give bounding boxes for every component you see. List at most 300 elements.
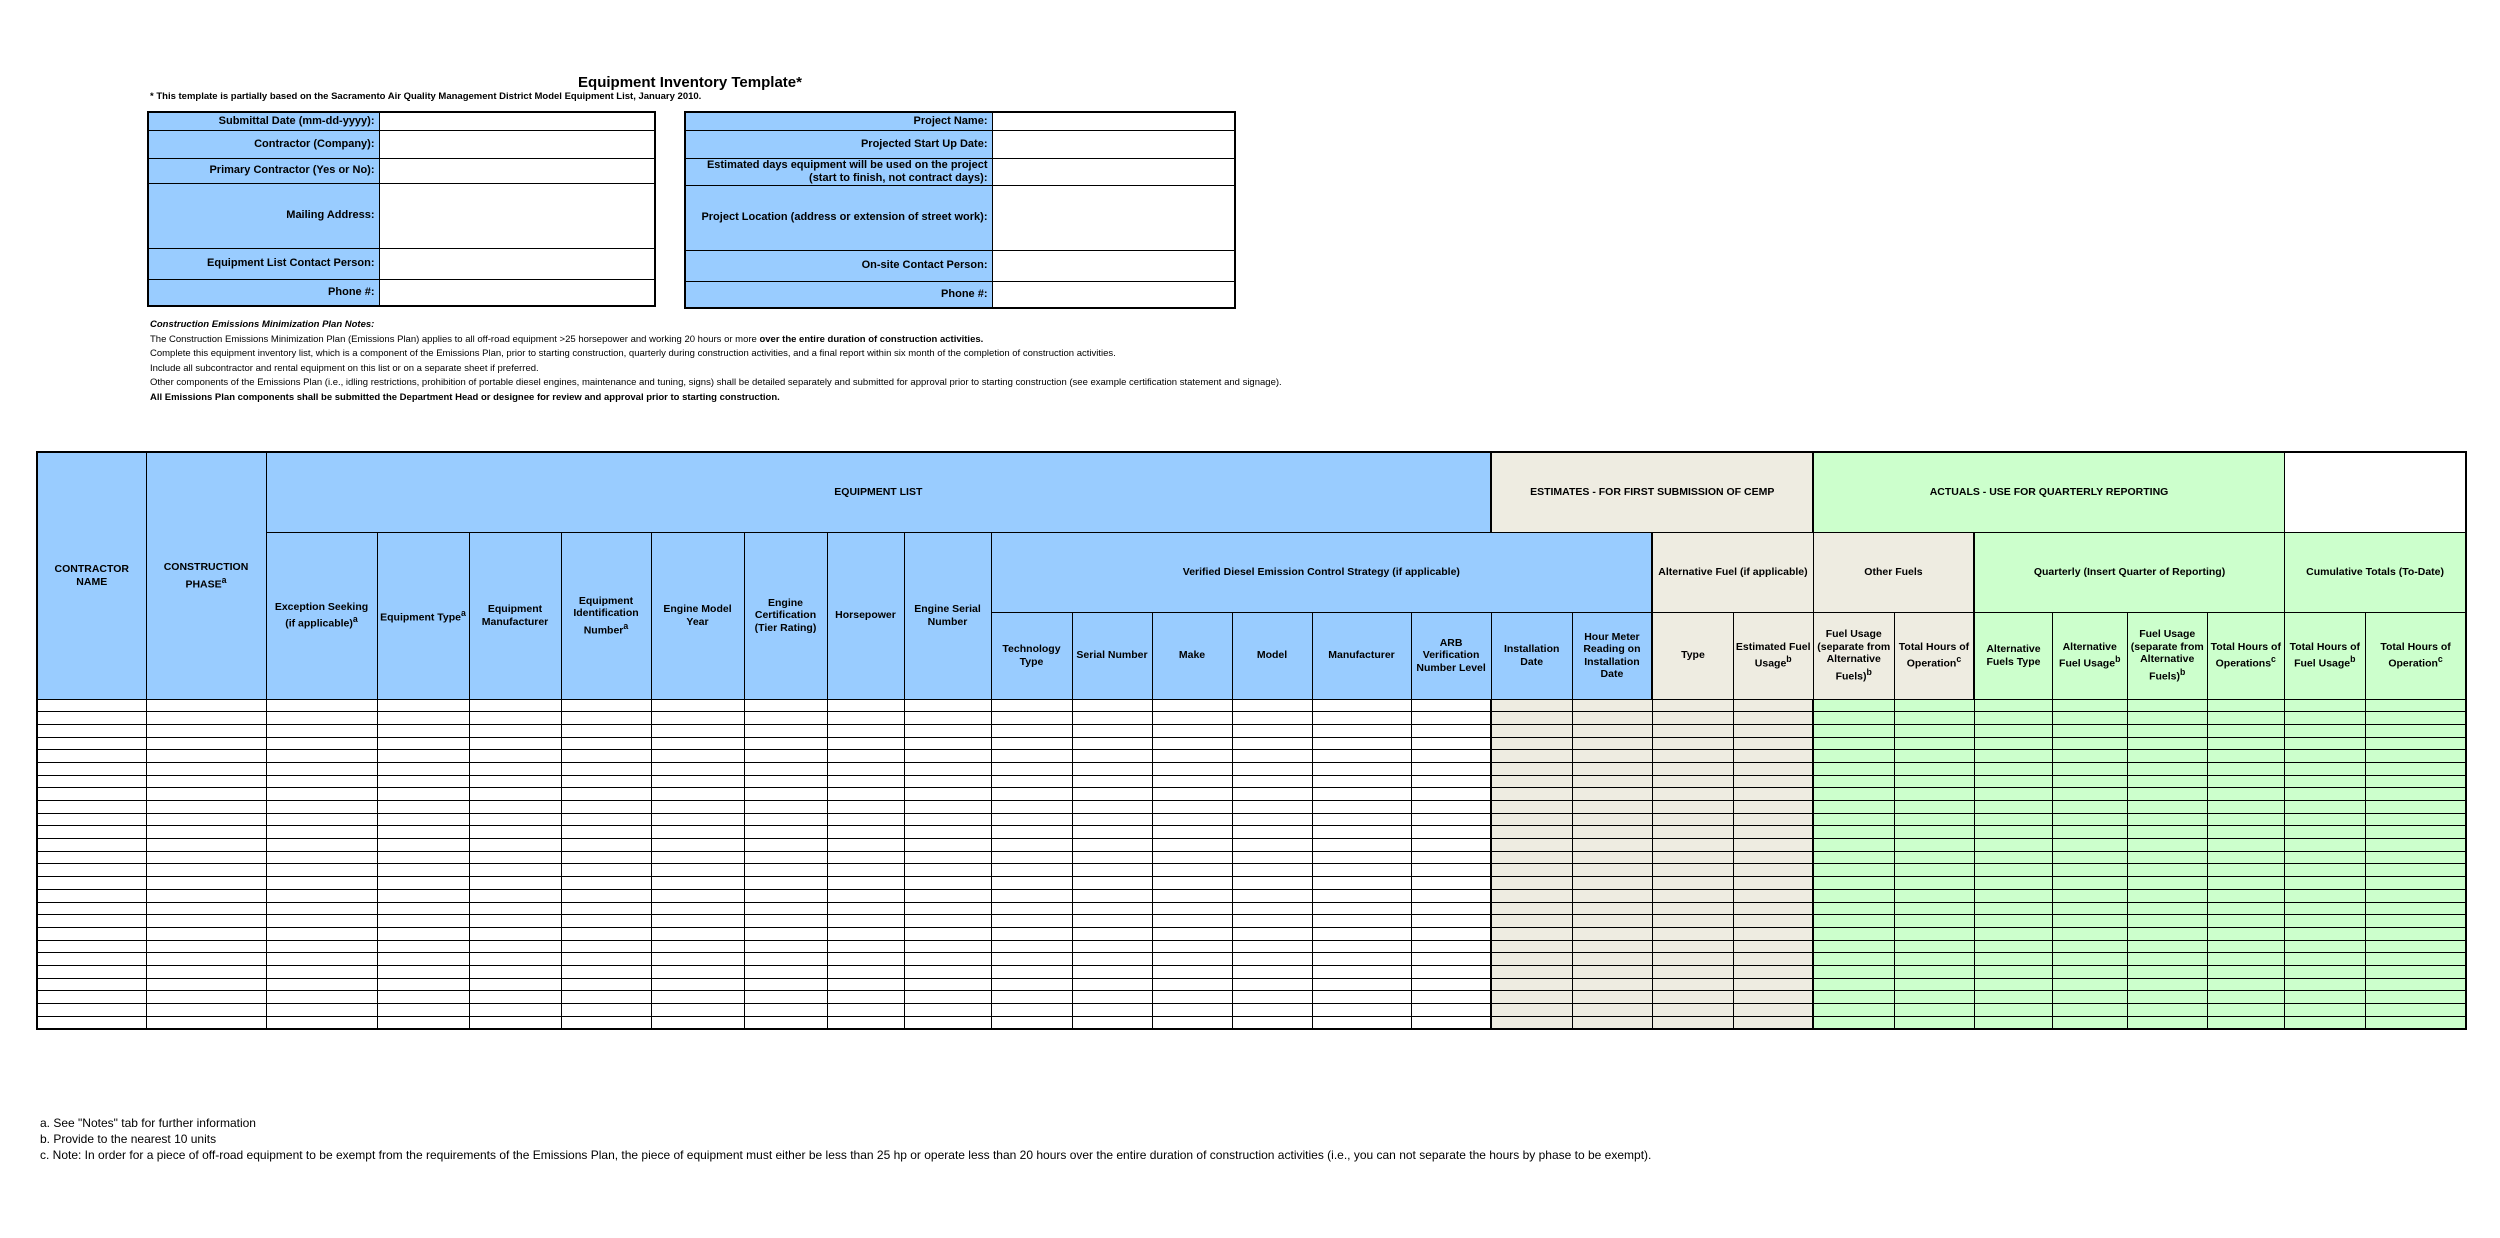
table-cell[interactable] <box>1312 712 1411 725</box>
table-cell[interactable] <box>37 851 146 864</box>
table-cell[interactable] <box>1894 877 1974 890</box>
table-cell[interactable] <box>1813 927 1894 940</box>
table-cell[interactable] <box>1974 1004 2052 1017</box>
table-cell[interactable] <box>1652 839 1733 852</box>
table-cell[interactable] <box>827 788 904 801</box>
start-date-field[interactable] <box>992 130 1235 158</box>
table-cell[interactable] <box>2052 737 2127 750</box>
table-cell[interactable] <box>2207 902 2284 915</box>
table-cell[interactable] <box>2127 750 2207 763</box>
table-cell[interactable] <box>146 737 266 750</box>
table-cell[interactable] <box>2127 927 2207 940</box>
table-cell[interactable] <box>1652 940 1733 953</box>
table-cell[interactable] <box>827 902 904 915</box>
table-cell[interactable] <box>266 953 377 966</box>
table-cell[interactable] <box>904 991 991 1004</box>
table-cell[interactable] <box>1733 1016 1813 1029</box>
table-cell[interactable] <box>2127 712 2207 725</box>
table-cell[interactable] <box>146 839 266 852</box>
table-cell[interactable] <box>1411 1016 1491 1029</box>
table-cell[interactable] <box>2207 826 2284 839</box>
table-cell[interactable] <box>827 991 904 1004</box>
table-cell[interactable] <box>1072 915 1152 928</box>
table-cell[interactable] <box>1232 889 1312 902</box>
table-cell[interactable] <box>904 750 991 763</box>
table-cell[interactable] <box>37 699 146 712</box>
table-cell[interactable] <box>1652 801 1733 814</box>
table-cell[interactable] <box>1733 712 1813 725</box>
table-cell[interactable] <box>2207 712 2284 725</box>
table-cell[interactable] <box>266 775 377 788</box>
table-cell[interactable] <box>266 889 377 902</box>
table-cell[interactable] <box>651 953 744 966</box>
table-cell[interactable] <box>991 712 1072 725</box>
table-cell[interactable] <box>377 965 469 978</box>
table-cell[interactable] <box>2207 889 2284 902</box>
table-cell[interactable] <box>2284 813 2365 826</box>
table-cell[interactable] <box>37 724 146 737</box>
table-cell[interactable] <box>2207 750 2284 763</box>
table-cell[interactable] <box>991 775 1072 788</box>
table-cell[interactable] <box>991 965 1072 978</box>
table-cell[interactable] <box>1974 927 2052 940</box>
table-cell[interactable] <box>1232 826 1312 839</box>
table-cell[interactable] <box>2052 1004 2127 1017</box>
table-cell[interactable] <box>744 712 827 725</box>
table-cell[interactable] <box>1652 915 1733 928</box>
table-cell[interactable] <box>561 965 651 978</box>
table-cell[interactable] <box>744 915 827 928</box>
table-cell[interactable] <box>2127 953 2207 966</box>
table-cell[interactable] <box>1733 915 1813 928</box>
table-cell[interactable] <box>469 851 561 864</box>
table-cell[interactable] <box>2207 737 2284 750</box>
table-cell[interactable] <box>1813 978 1894 991</box>
table-cell[interactable] <box>469 978 561 991</box>
table-cell[interactable] <box>1733 927 1813 940</box>
table-cell[interactable] <box>561 978 651 991</box>
table-cell[interactable] <box>1491 813 1572 826</box>
table-cell[interactable] <box>266 788 377 801</box>
table-cell[interactable] <box>1411 978 1491 991</box>
table-cell[interactable] <box>1572 712 1652 725</box>
table-cell[interactable] <box>1411 991 1491 1004</box>
table-cell[interactable] <box>1974 978 2052 991</box>
table-cell[interactable] <box>377 940 469 953</box>
table-cell[interactable] <box>744 851 827 864</box>
table-cell[interactable] <box>2284 750 2365 763</box>
table-cell[interactable] <box>377 826 469 839</box>
table-cell[interactable] <box>37 788 146 801</box>
table-cell[interactable] <box>1894 864 1974 877</box>
table-cell[interactable] <box>469 839 561 852</box>
table-cell[interactable] <box>2207 915 2284 928</box>
table-cell[interactable] <box>1652 864 1733 877</box>
table-cell[interactable] <box>1652 724 1733 737</box>
table-cell[interactable] <box>2052 991 2127 1004</box>
table-cell[interactable] <box>561 712 651 725</box>
table-cell[interactable] <box>2127 762 2207 775</box>
table-cell[interactable] <box>1572 902 1652 915</box>
table-cell[interactable] <box>651 889 744 902</box>
table-cell[interactable] <box>266 712 377 725</box>
table-cell[interactable] <box>1894 889 1974 902</box>
table-cell[interactable] <box>2052 775 2127 788</box>
table-cell[interactable] <box>1312 699 1411 712</box>
table-cell[interactable] <box>744 788 827 801</box>
table-cell[interactable] <box>1491 826 1572 839</box>
table-cell[interactable] <box>1974 788 2052 801</box>
table-cell[interactable] <box>2127 1004 2207 1017</box>
table-cell[interactable] <box>561 826 651 839</box>
table-cell[interactable] <box>1974 712 2052 725</box>
table-cell[interactable] <box>991 839 1072 852</box>
table-cell[interactable] <box>469 1004 561 1017</box>
table-cell[interactable] <box>1152 1004 1232 1017</box>
table-cell[interactable] <box>1411 965 1491 978</box>
table-cell[interactable] <box>2365 813 2466 826</box>
table-cell[interactable] <box>37 978 146 991</box>
table-cell[interactable] <box>827 915 904 928</box>
table-cell[interactable] <box>146 826 266 839</box>
table-cell[interactable] <box>827 699 904 712</box>
table-cell[interactable] <box>2365 902 2466 915</box>
table-cell[interactable] <box>2284 712 2365 725</box>
table-cell[interactable] <box>1411 801 1491 814</box>
table-cell[interactable] <box>1813 991 1894 1004</box>
table-cell[interactable] <box>1974 991 2052 1004</box>
table-cell[interactable] <box>1652 813 1733 826</box>
table-cell[interactable] <box>1813 851 1894 864</box>
table-cell[interactable] <box>2365 775 2466 788</box>
table-cell[interactable] <box>1974 1016 2052 1029</box>
table-cell[interactable] <box>2284 965 2365 978</box>
table-cell[interactable] <box>1813 902 1894 915</box>
table-cell[interactable] <box>991 927 1072 940</box>
table-cell[interactable] <box>904 940 991 953</box>
table-cell[interactable] <box>1974 940 2052 953</box>
table-cell[interactable] <box>1733 991 1813 1004</box>
table-cell[interactable] <box>1894 1004 1974 1017</box>
table-cell[interactable] <box>827 801 904 814</box>
table-cell[interactable] <box>2127 877 2207 890</box>
table-cell[interactable] <box>2052 851 2127 864</box>
table-cell[interactable] <box>2207 788 2284 801</box>
table-cell[interactable] <box>1072 864 1152 877</box>
table-cell[interactable] <box>991 699 1072 712</box>
table-cell[interactable] <box>827 813 904 826</box>
table-cell[interactable] <box>1411 915 1491 928</box>
table-cell[interactable] <box>1733 801 1813 814</box>
table-cell[interactable] <box>1974 813 2052 826</box>
table-cell[interactable] <box>2207 724 2284 737</box>
table-cell[interactable] <box>37 712 146 725</box>
table-cell[interactable] <box>469 953 561 966</box>
table-cell[interactable] <box>1813 801 1894 814</box>
table-cell[interactable] <box>651 775 744 788</box>
table-cell[interactable] <box>37 839 146 852</box>
table-cell[interactable] <box>1733 851 1813 864</box>
table-cell[interactable] <box>561 788 651 801</box>
table-cell[interactable] <box>2052 864 2127 877</box>
table-cell[interactable] <box>2207 1004 2284 1017</box>
table-cell[interactable] <box>2284 978 2365 991</box>
table-cell[interactable] <box>1312 889 1411 902</box>
table-cell[interactable] <box>266 750 377 763</box>
mailing-address-field[interactable] <box>379 183 655 248</box>
table-cell[interactable] <box>146 915 266 928</box>
table-cell[interactable] <box>1232 965 1312 978</box>
table-cell[interactable] <box>651 978 744 991</box>
table-cell[interactable] <box>744 775 827 788</box>
table-cell[interactable] <box>2284 788 2365 801</box>
table-cell[interactable] <box>1894 915 1974 928</box>
table-cell[interactable] <box>1894 712 1974 725</box>
table-cell[interactable] <box>1072 839 1152 852</box>
table-cell[interactable] <box>2365 864 2466 877</box>
table-cell[interactable] <box>827 889 904 902</box>
table-cell[interactable] <box>1411 864 1491 877</box>
table-cell[interactable] <box>904 775 991 788</box>
table-cell[interactable] <box>469 826 561 839</box>
table-cell[interactable] <box>2052 813 2127 826</box>
table-cell[interactable] <box>561 1004 651 1017</box>
table-cell[interactable] <box>1974 889 2052 902</box>
table-cell[interactable] <box>469 889 561 902</box>
table-cell[interactable] <box>377 953 469 966</box>
table-cell[interactable] <box>1813 788 1894 801</box>
table-cell[interactable] <box>37 877 146 890</box>
table-cell[interactable] <box>2052 712 2127 725</box>
table-cell[interactable] <box>1894 801 1974 814</box>
table-cell[interactable] <box>1232 750 1312 763</box>
table-cell[interactable] <box>1312 877 1411 890</box>
table-cell[interactable] <box>1974 750 2052 763</box>
table-cell[interactable] <box>2365 801 2466 814</box>
table-cell[interactable] <box>1652 851 1733 864</box>
table-cell[interactable] <box>1312 965 1411 978</box>
table-cell[interactable] <box>2127 813 2207 826</box>
table-cell[interactable] <box>991 851 1072 864</box>
table-cell[interactable] <box>1733 940 1813 953</box>
table-cell[interactable] <box>1411 724 1491 737</box>
table-cell[interactable] <box>1312 1004 1411 1017</box>
table-cell[interactable] <box>2284 902 2365 915</box>
table-cell[interactable] <box>2365 1004 2466 1017</box>
table-cell[interactable] <box>1813 1004 1894 1017</box>
table-cell[interactable] <box>1974 902 2052 915</box>
table-cell[interactable] <box>1491 902 1572 915</box>
table-cell[interactable] <box>1572 737 1652 750</box>
table-cell[interactable] <box>377 851 469 864</box>
table-cell[interactable] <box>2284 1016 2365 1029</box>
table-cell[interactable] <box>561 750 651 763</box>
table-cell[interactable] <box>1894 788 1974 801</box>
table-cell[interactable] <box>991 801 1072 814</box>
table-cell[interactable] <box>2365 762 2466 775</box>
table-cell[interactable] <box>1411 826 1491 839</box>
table-cell[interactable] <box>1072 724 1152 737</box>
table-cell[interactable] <box>1572 864 1652 877</box>
table-cell[interactable] <box>1733 839 1813 852</box>
table-cell[interactable] <box>469 864 561 877</box>
table-cell[interactable] <box>2365 877 2466 890</box>
table-cell[interactable] <box>1974 826 2052 839</box>
table-cell[interactable] <box>1411 712 1491 725</box>
table-cell[interactable] <box>1232 991 1312 1004</box>
table-cell[interactable] <box>744 902 827 915</box>
table-cell[interactable] <box>744 978 827 991</box>
table-cell[interactable] <box>1894 813 1974 826</box>
table-cell[interactable] <box>37 737 146 750</box>
table-cell[interactable] <box>1894 750 1974 763</box>
table-cell[interactable] <box>991 724 1072 737</box>
table-cell[interactable] <box>1312 788 1411 801</box>
table-cell[interactable] <box>1232 1004 1312 1017</box>
table-cell[interactable] <box>1152 978 1232 991</box>
table-cell[interactable] <box>904 927 991 940</box>
table-cell[interactable] <box>469 750 561 763</box>
table-cell[interactable] <box>37 965 146 978</box>
table-cell[interactable] <box>904 877 991 890</box>
table-cell[interactable] <box>1572 826 1652 839</box>
table-cell[interactable] <box>1572 965 1652 978</box>
table-cell[interactable] <box>2127 864 2207 877</box>
table-cell[interactable] <box>266 762 377 775</box>
table-cell[interactable] <box>2365 953 2466 966</box>
table-cell[interactable] <box>1232 724 1312 737</box>
table-cell[interactable] <box>2127 965 2207 978</box>
table-cell[interactable] <box>1572 991 1652 1004</box>
table-cell[interactable] <box>2207 775 2284 788</box>
table-cell[interactable] <box>1312 978 1411 991</box>
table-cell[interactable] <box>469 762 561 775</box>
table-cell[interactable] <box>2052 839 2127 852</box>
table-cell[interactable] <box>2127 991 2207 1004</box>
table-cell[interactable] <box>1491 762 1572 775</box>
table-cell[interactable] <box>37 940 146 953</box>
table-cell[interactable] <box>1411 889 1491 902</box>
table-cell[interactable] <box>1491 889 1572 902</box>
table-cell[interactable] <box>266 839 377 852</box>
table-cell[interactable] <box>2052 750 2127 763</box>
table-cell[interactable] <box>377 864 469 877</box>
table-cell[interactable] <box>1072 801 1152 814</box>
table-cell[interactable] <box>2284 991 2365 1004</box>
table-cell[interactable] <box>146 724 266 737</box>
table-cell[interactable] <box>1312 851 1411 864</box>
table-cell[interactable] <box>1733 826 1813 839</box>
table-cell[interactable] <box>561 699 651 712</box>
table-cell[interactable] <box>1232 953 1312 966</box>
table-cell[interactable] <box>1813 953 1894 966</box>
table-cell[interactable] <box>744 737 827 750</box>
table-cell[interactable] <box>1572 775 1652 788</box>
table-cell[interactable] <box>377 737 469 750</box>
table-cell[interactable] <box>377 1016 469 1029</box>
table-cell[interactable] <box>561 915 651 928</box>
table-cell[interactable] <box>146 877 266 890</box>
table-cell[interactable] <box>2284 724 2365 737</box>
table-cell[interactable] <box>266 902 377 915</box>
table-cell[interactable] <box>1232 927 1312 940</box>
table-cell[interactable] <box>561 889 651 902</box>
table-cell[interactable] <box>827 737 904 750</box>
table-cell[interactable] <box>1813 775 1894 788</box>
table-cell[interactable] <box>991 1016 1072 1029</box>
table-cell[interactable] <box>2365 750 2466 763</box>
table-cell[interactable] <box>561 801 651 814</box>
table-cell[interactable] <box>561 724 651 737</box>
table-cell[interactable] <box>2284 889 2365 902</box>
table-cell[interactable] <box>1652 965 1733 978</box>
table-cell[interactable] <box>37 864 146 877</box>
table-cell[interactable] <box>146 902 266 915</box>
table-cell[interactable] <box>1072 889 1152 902</box>
table-cell[interactable] <box>2284 839 2365 852</box>
table-cell[interactable] <box>1312 724 1411 737</box>
table-cell[interactable] <box>2207 940 2284 953</box>
table-cell[interactable] <box>146 851 266 864</box>
table-cell[interactable] <box>469 724 561 737</box>
table-cell[interactable] <box>2052 699 2127 712</box>
table-cell[interactable] <box>827 712 904 725</box>
table-cell[interactable] <box>2052 927 2127 940</box>
table-cell[interactable] <box>651 788 744 801</box>
table-cell[interactable] <box>1733 737 1813 750</box>
table-cell[interactable] <box>37 775 146 788</box>
table-cell[interactable] <box>2284 927 2365 940</box>
table-cell[interactable] <box>1652 750 1733 763</box>
table-cell[interactable] <box>1491 851 1572 864</box>
table-cell[interactable] <box>266 826 377 839</box>
table-cell[interactable] <box>2052 877 2127 890</box>
table-cell[interactable] <box>1491 940 1572 953</box>
table-cell[interactable] <box>1733 889 1813 902</box>
table-cell[interactable] <box>1733 864 1813 877</box>
table-cell[interactable] <box>146 953 266 966</box>
table-cell[interactable] <box>1733 877 1813 890</box>
table-cell[interactable] <box>146 1004 266 1017</box>
table-cell[interactable] <box>1652 712 1733 725</box>
table-cell[interactable] <box>651 991 744 1004</box>
table-cell[interactable] <box>2127 826 2207 839</box>
table-cell[interactable] <box>1572 1016 1652 1029</box>
table-cell[interactable] <box>991 953 1072 966</box>
table-cell[interactable] <box>827 851 904 864</box>
table-cell[interactable] <box>991 940 1072 953</box>
table-cell[interactable] <box>146 788 266 801</box>
table-cell[interactable] <box>827 927 904 940</box>
table-cell[interactable] <box>377 902 469 915</box>
table-cell[interactable] <box>2052 762 2127 775</box>
table-cell[interactable] <box>561 927 651 940</box>
table-cell[interactable] <box>2052 902 2127 915</box>
table-cell[interactable] <box>2207 699 2284 712</box>
table-cell[interactable] <box>2365 737 2466 750</box>
table-cell[interactable] <box>2127 839 2207 852</box>
table-cell[interactable] <box>1813 889 1894 902</box>
table-cell[interactable] <box>146 762 266 775</box>
table-cell[interactable] <box>377 877 469 890</box>
table-cell[interactable] <box>2365 927 2466 940</box>
table-cell[interactable] <box>651 965 744 978</box>
table-cell[interactable] <box>2052 724 2127 737</box>
table-cell[interactable] <box>744 813 827 826</box>
table-cell[interactable] <box>1312 839 1411 852</box>
table-cell[interactable] <box>1072 902 1152 915</box>
table-cell[interactable] <box>1152 940 1232 953</box>
